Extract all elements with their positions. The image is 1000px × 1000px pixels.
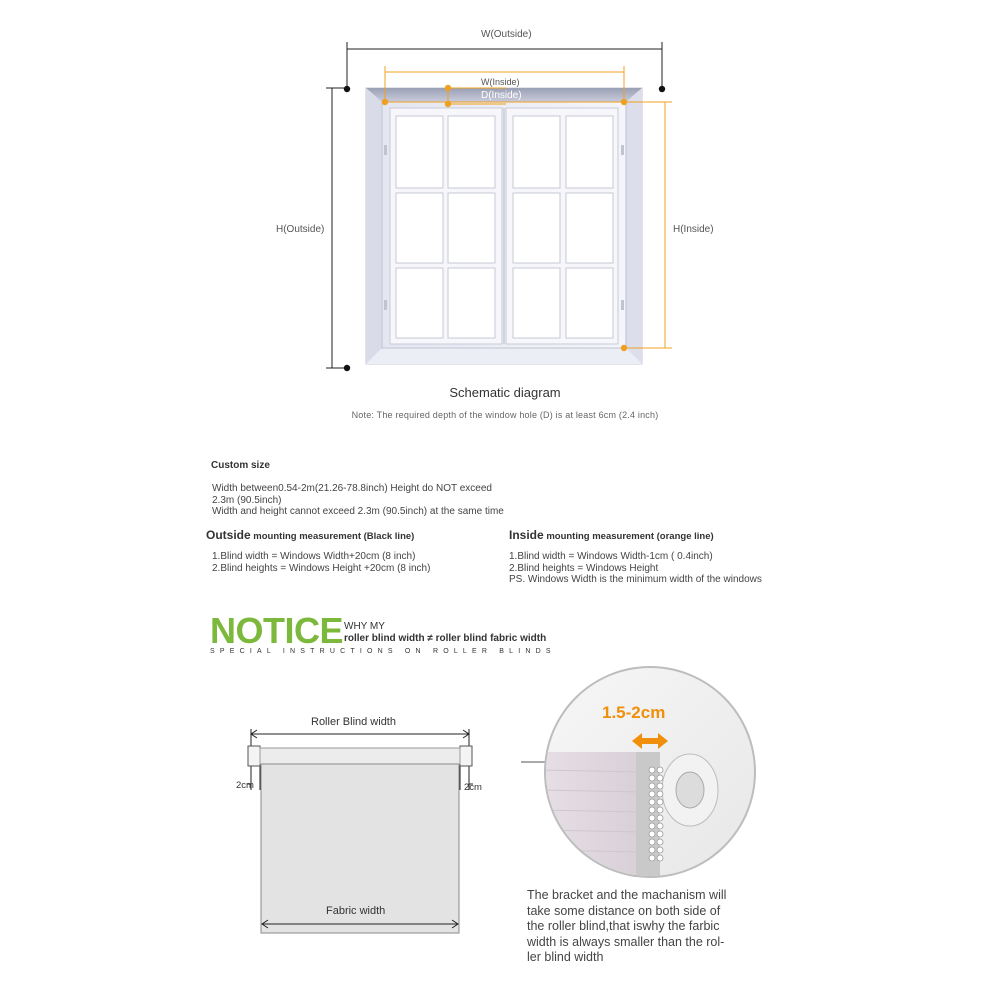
- roller-width-label: Roller Blind width: [311, 716, 396, 728]
- notice-heading: NOTICE: [210, 610, 344, 651]
- inside-mount-item: 2.Blind heights = Windows Height: [509, 562, 659, 574]
- explanation-line: ler blind width: [527, 950, 604, 964]
- outside-word: Outside: [206, 528, 251, 542]
- explanation-line: The bracket and the machanism will: [527, 888, 727, 902]
- explanation-line: the roller blind,that iswhy the farbic: [527, 919, 720, 933]
- schematic-title: Schematic diagram: [449, 385, 561, 400]
- notice-roller-width: roller blind width: [344, 633, 425, 644]
- h-outside-label: H(Outside): [276, 224, 325, 235]
- outside-mount-item: 1.Blind width = Windows Width+20cm (8 inch): [212, 551, 416, 562]
- inside-word: Inside: [509, 528, 544, 542]
- d-inside-label: D(Inside): [481, 90, 522, 101]
- inside-mount-item: 1.Blind width = Windows Width-1cm ( 0.4inch): [509, 551, 713, 562]
- inside-rest: mounting measurement (orange line): [543, 531, 714, 542]
- fabric-width-label: Fabric width: [326, 905, 386, 917]
- outside-mount-item: 2.Blind heights = Windows Height +20cm (8 inch): [212, 562, 431, 574]
- custom-size-line: Width and height cannot exceed 2.3m (90.5inch) at the same time: [212, 506, 504, 517]
- not-equal-symbol: ≠: [427, 633, 433, 644]
- notice-why: WHY MY: [344, 621, 385, 632]
- inside-mount-item: PS. Windows Width is the minimum width of the windows: [509, 574, 762, 585]
- custom-size-line: 2.3m (90.5inch): [212, 494, 282, 506]
- notice-fabric-width: roller blind fabric width: [435, 633, 547, 644]
- special-instructions: SPECIAL INSTRUCTIONS ON ROLLER BLINDS: [210, 648, 556, 655]
- explanation-line: width is always smaller than the rol-: [527, 934, 725, 949]
- outside-rest: mounting measurement (Black line): [250, 531, 415, 542]
- h-inside-label: H(Inside): [673, 224, 714, 235]
- right-2cm-label: 2cm: [464, 782, 482, 793]
- w-inside-label: W(Inside): [481, 77, 520, 87]
- w-outside-label: W(Outside): [481, 29, 532, 40]
- depth-note: Note: The required depth of the window hole (D) is at least 6cm (2.4 inch): [351, 410, 659, 420]
- distance-range-label: 1.5-2cm: [602, 703, 666, 722]
- explanation-line: take some distance on both side of: [527, 903, 721, 918]
- custom-size-heading: Custom size: [211, 460, 270, 471]
- closeup-fabric: [540, 752, 640, 892]
- closeup-bracket: [636, 752, 660, 892]
- left-2cm-label: 2cm: [236, 780, 254, 791]
- custom-size-line: Width between0.54-2m(21.26-78.8inch) Height do NOT exceed: [212, 483, 492, 494]
- bracket-explanation: [527, 888, 757, 966]
